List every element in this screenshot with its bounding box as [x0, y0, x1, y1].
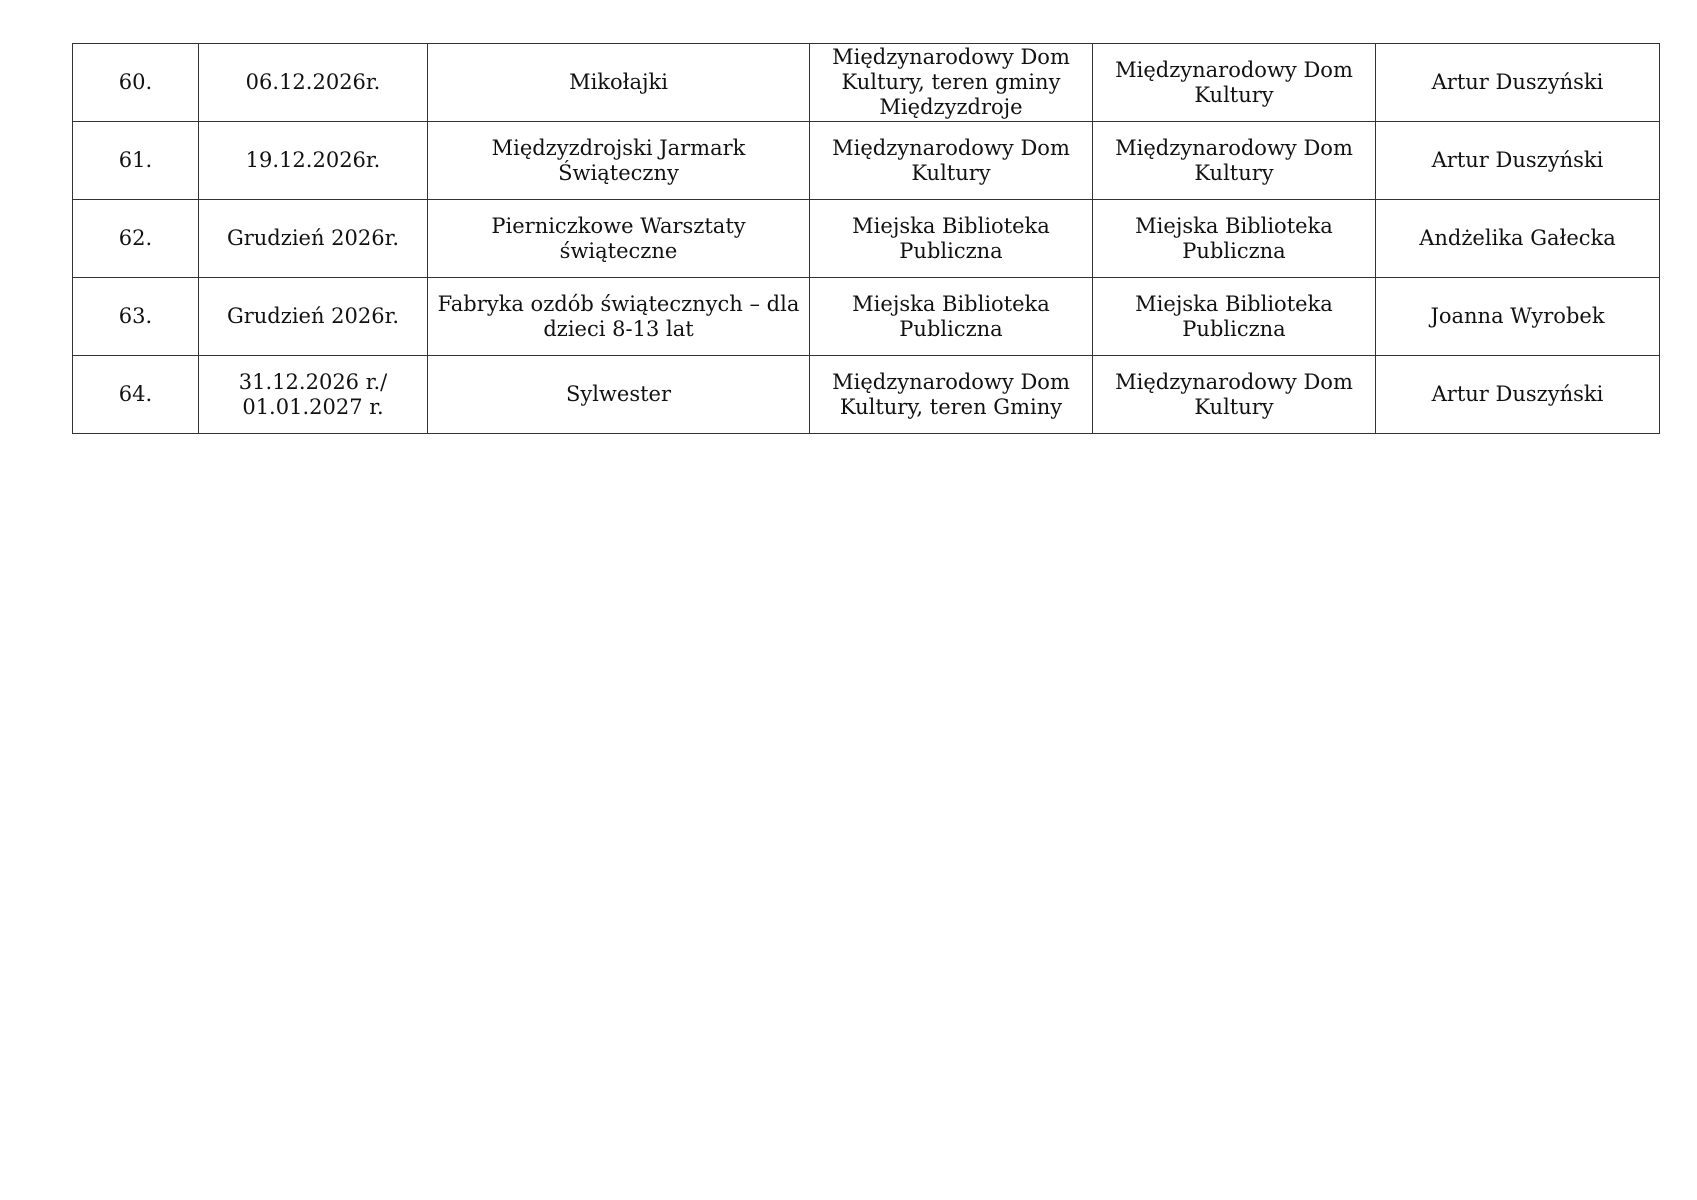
organizer-cell: Międzynarodowy Dom Kultury	[1093, 44, 1376, 122]
event-name-cell: Pierniczkowe Warsztaty świąteczne	[428, 200, 810, 278]
organizer-cell: Miejska Biblioteka Publiczna	[1093, 278, 1376, 356]
organizer-cell: Międzynarodowy Dom Kultury	[1093, 122, 1376, 200]
event-name-cell: Sylwester	[428, 356, 810, 434]
organizer-cell: Międzynarodowy Dom Kultury	[1093, 356, 1376, 434]
date-cell: Grudzień 2026r.	[199, 200, 428, 278]
table-row	[73, 356, 1660, 434]
place-cell: Międzynarodowy Dom Kultury	[810, 122, 1093, 200]
row-number-cell: 60.	[73, 44, 199, 122]
responsible-person-cell: Artur Duszyński	[1376, 122, 1660, 200]
table-row	[73, 122, 1660, 200]
events-table	[72, 43, 1660, 434]
event-name-cell: Mikołajki	[428, 44, 810, 122]
organizer-cell: Miejska Biblioteka Publiczna	[1093, 200, 1376, 278]
responsible-person-cell: Artur Duszyński	[1376, 44, 1660, 122]
date-cell: 06.12.2026r.	[199, 44, 428, 122]
event-name-cell: Międzyzdrojski Jarmark Świąteczny	[428, 122, 810, 200]
date-cell: 19.12.2026r.	[199, 122, 428, 200]
row-number-cell: 62.	[73, 200, 199, 278]
place-cell: Miejska Biblioteka Publiczna	[810, 278, 1093, 356]
row-number-cell: 63.	[73, 278, 199, 356]
place-cell: Miejska Biblioteka Publiczna	[810, 200, 1093, 278]
date-cell: Grudzień 2026r.	[199, 278, 428, 356]
event-name-cell: Fabryka ozdób świątecznych – dla dzieci 8-13 lat	[428, 278, 810, 356]
date-cell: 31.12.2026 r./ 01.01.2027 r.	[199, 356, 428, 434]
responsible-person-cell: Joanna Wyrobek	[1376, 278, 1660, 356]
place-cell: Międzynarodowy Dom Kultury, teren gminy Międzyzdroje	[810, 44, 1093, 122]
table-row	[73, 278, 1660, 356]
table-row	[73, 200, 1660, 278]
responsible-person-cell: Artur Duszyński	[1376, 356, 1660, 434]
table-row	[73, 44, 1660, 122]
responsible-person-cell: Andżelika Gałecka	[1376, 200, 1660, 278]
row-number-cell: 64.	[73, 356, 199, 434]
row-number-cell: 61.	[73, 122, 199, 200]
place-cell: Międzynarodowy Dom Kultury, teren Gminy	[810, 356, 1093, 434]
